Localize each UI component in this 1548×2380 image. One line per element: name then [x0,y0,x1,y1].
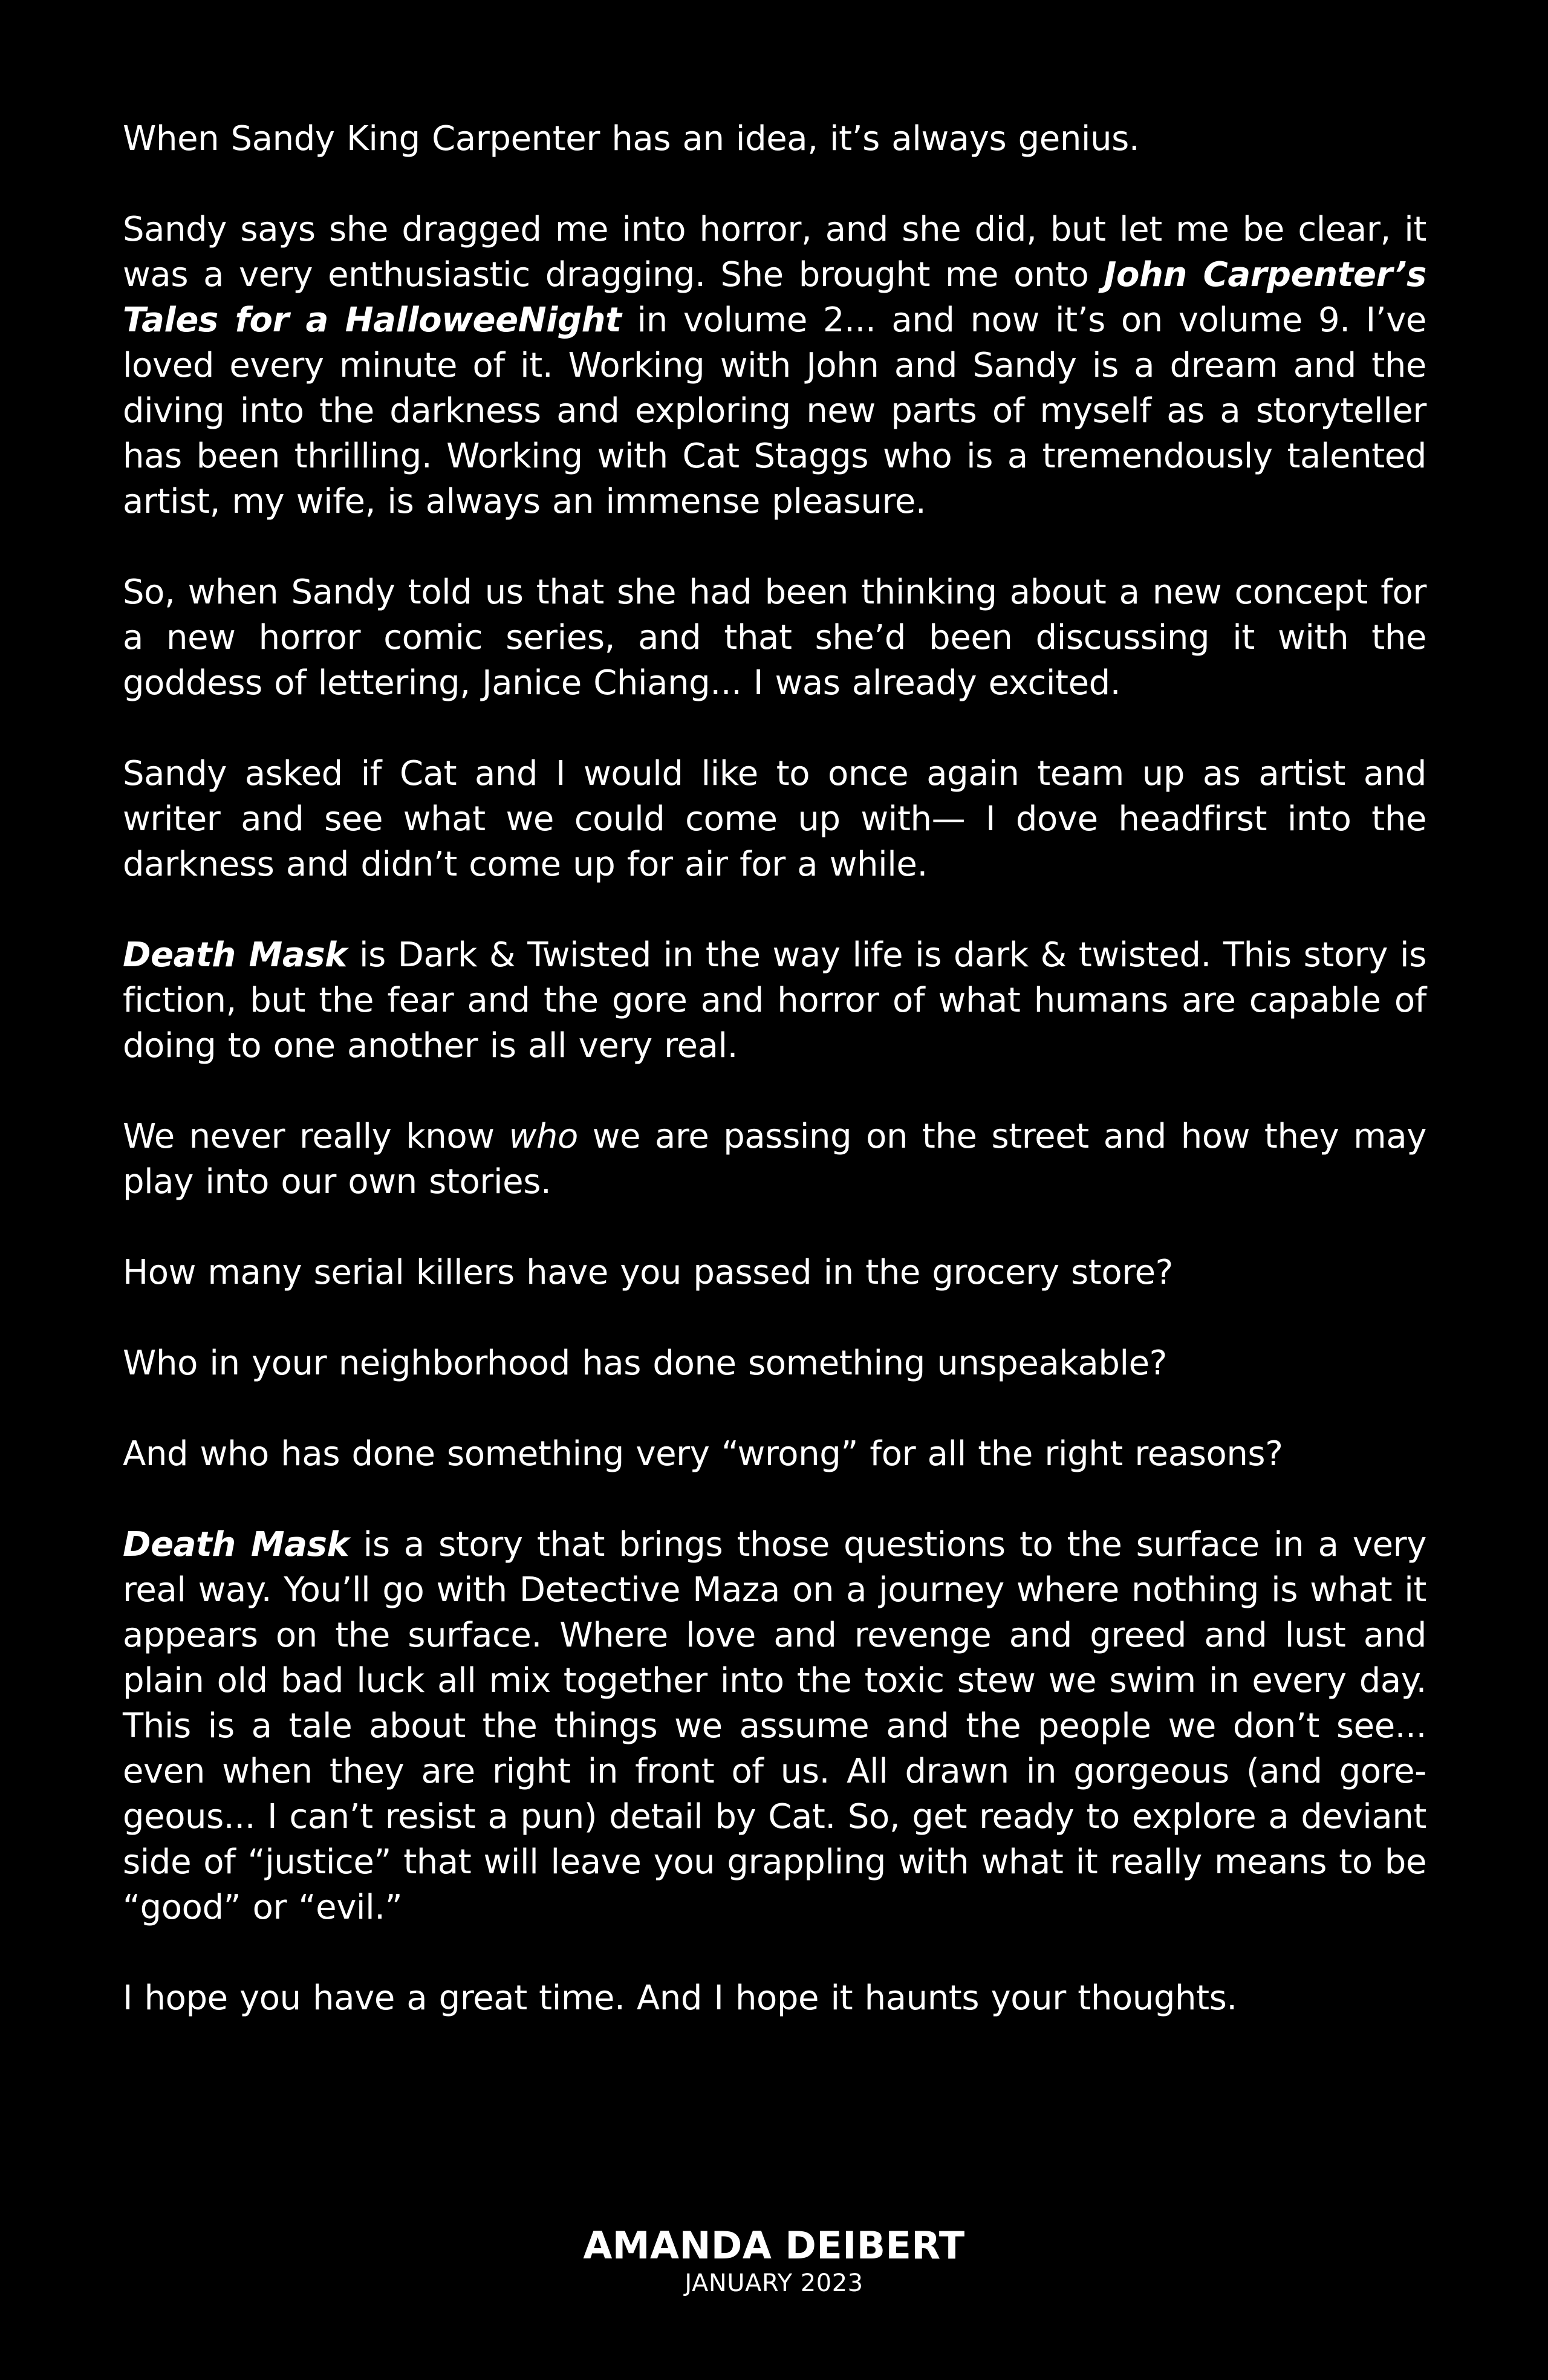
signature-date: JANUARY 2023 [685,2269,863,2297]
paragraph-7: How many serial killers have you passed in the grocery store? [123,1253,1173,1292]
emphasis-who: who [509,1117,578,1156]
paragraph-8: Who in your neighborhood has done something unspeakable? [123,1344,1167,1383]
body-text [123,116,1426,2066]
paragraph-5: Death Mask is Dark & Twisted in the way life is dark & twisted. This story is fiction, but the fear and the gore and horror of what humans are capable of doing to one another is all very real. [123,935,1426,1065]
paragraph-10: Death Mask is a story that brings those questions to the surface in a very real way. You’ll go with Detective Maza on a journey where nothing is what it appears on the surface. Where love and revenge and greed and lust and plain old bad luck all mix together into the toxic stew we swim in every day. This is a tale about the things we assume and the people we don’t see... even when they are right in front of us. All drawn in gorgeous (and gore-geous... I can’t resist a pun) detail by Cat. So, get ready to explore a deviant side of “justice” that will leave you grappling with what it really means to be “good” or “evil.” [123,1525,1427,1927]
paragraph-4: Sandy asked if Cat and I would like to once again team up as artist and writer and see what we could come up with— I dove headfirst into the darkness and didn’t come up for air for a while. [123,754,1426,884]
paragraph-9: And who has done something very “wrong” for all the right reasons? [123,1434,1283,1474]
signature-block [0,2223,1548,2298]
paragraph-3: So, when Sandy told us that she had been thinking about a new concept for a new horror comic series, and that she’d been discussing it with the goddess of lettering, Janice Chiang... I was already excited. [123,573,1426,703]
author-name: AMANDA DEIBERT [583,2223,965,2268]
paragraph-11: I hope you have a great time. And I hope it haunts your thoughts. [123,1978,1237,2018]
paragraph-2: Sandy says she dragged me into horror, and she did, but let me be clear, it was a very enthusiastic dragging. She brought me onto John Carpenter’s Tales for a HalloweeNight in volume 2... and now it’s on volume 9. I’ve loved every minute of it. Working with John and Sandy is a dream and the diving into the darkness and exploring new parts of myself as a storyteller has been thrilling. Working with Cat Staggs who is a tremendously talented artist, my wife, is always an immense pleasure. [123,210,1426,521]
book-title: John Carpenter’s Tales for a HalloweeNight [123,255,1426,340]
paragraph-6: We never really know who we are passing on the street and how they may play into our own stories. [123,1117,1426,1201]
series-title: Death Mask [123,1525,350,1564]
series-title: Death Mask [123,935,348,975]
paragraph-1: When Sandy King Carpenter has an idea, it’s always genius. [123,119,1140,158]
